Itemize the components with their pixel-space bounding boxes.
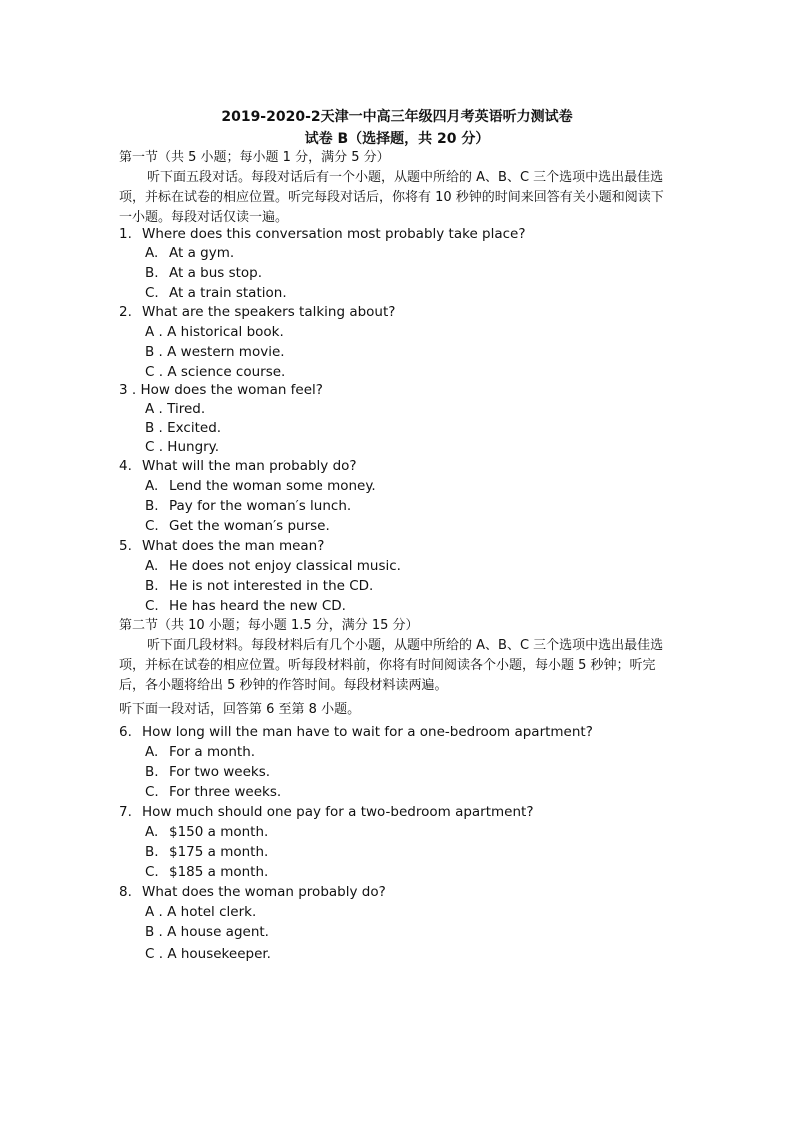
q1-option-a[interactable]: A. At a gym. — [145, 245, 235, 261]
question-4 — [119, 456, 357, 476]
q1-option-b[interactable]: B. At a bus stop. — [145, 265, 263, 281]
q7-option-a[interactable]: A. $150 a month. — [145, 824, 269, 840]
section1-instructions-text: 听下面五段对话。每段对话后有一个小题，从题中所给的 A、B、C 三个选项中选出最佳选项，并标在试卷的相应位置。听完每段对话后，你将有 10 秒钟的时间来回答有关小题和阅读下一小题。每段对话仅读一遍。 — [119, 170, 664, 225]
question-text: What does the man mean? — [142, 538, 325, 554]
question-6 — [119, 722, 593, 742]
q6-option-a[interactable]: A. For a month. — [145, 744, 256, 760]
section2-instructions — [119, 636, 667, 696]
section1-instructions — [119, 168, 667, 228]
question-number: 1. — [119, 226, 132, 242]
q8-option-c[interactable]: C . A housekeeper. — [145, 946, 271, 962]
section1-heading: 第一节（共 5 小题；每小题 1 分，满分 5 分） — [119, 150, 390, 165]
section2-instructions-text: 听下面几段材料。每段材料后有几个小题，从题中所给的 A、B、C 三个选项中选出最佳选项，并标在试卷的相应位置。听每段材料前，你将有时间阅读各个小题，每小题 5 秒钟；听完后，各小题将给出 5 秒钟的作答时间。每段材料读两遍。 — [119, 638, 664, 693]
question-number: 2. — [119, 304, 132, 320]
question-number: 8. — [119, 884, 132, 900]
q2-option-c[interactable]: C . A science course. — [145, 364, 286, 380]
q3-option-c[interactable]: C . Hungry. — [145, 439, 220, 455]
q6-option-c[interactable]: C. For three weeks. — [145, 784, 282, 800]
question-3: 3 . How does the woman feel? — [119, 382, 323, 398]
q4-option-a[interactable]: A. Lend the woman some money. — [145, 478, 376, 494]
q1-option-c[interactable]: C. At a train station. — [145, 285, 287, 301]
question-8 — [119, 882, 386, 902]
q8-option-a[interactable]: A . A hotel clerk. — [145, 904, 257, 920]
question-1 — [119, 224, 526, 244]
q2-option-a[interactable]: A . A historical book. — [145, 324, 284, 340]
q5-option-a[interactable]: A. He does not enjoy classical music. — [145, 558, 401, 574]
q2-option-b[interactable]: B . A western movie. — [145, 344, 285, 360]
q4-option-b[interactable]: B. Pay for the woman′s lunch. — [145, 498, 352, 514]
question-text: What are the speakers talking about? — [142, 304, 396, 320]
q6-option-b[interactable]: B. For two weeks. — [145, 764, 271, 780]
q8-option-b[interactable]: B . A house agent. — [145, 924, 269, 940]
q5-option-c[interactable]: C. He has heard the new CD. — [145, 598, 346, 614]
section2-heading: 第二节（共 10 小题；每小题 1.5 分，满分 15 分） — [119, 618, 419, 633]
q7-option-c[interactable]: C. $185 a month. — [145, 864, 269, 880]
question-text: How much should one pay for a two-bedroom apartment? — [142, 804, 534, 820]
question-2 — [119, 302, 395, 322]
question-number: 4. — [119, 458, 132, 474]
question-number: 7. — [119, 804, 132, 820]
q4-option-c[interactable]: C. Get the woman′s purse. — [145, 518, 330, 534]
question-text: What will the man probably do? — [142, 458, 357, 474]
question-text: What does the woman probably do? — [142, 884, 386, 900]
question-number: 6. — [119, 724, 132, 740]
exam-title: 2019-2020-2天津一中高三年级四月考英语听力测试卷 — [221, 109, 573, 125]
dialogue-note: 听下面一段对话，回答第 6 至第 8 小题。 — [119, 702, 361, 717]
exam-subtitle: 试卷 B（选择题，共 20 分） — [304, 131, 490, 147]
question-text: How long will the man have to wait for a one-bedroom apartment? — [142, 724, 593, 740]
question-text: Where does this conversation most probably take place? — [142, 226, 526, 242]
question-number: 5. — [119, 538, 132, 554]
q3-option-b[interactable]: B . Excited. — [145, 420, 222, 436]
question-5 — [119, 536, 324, 556]
question-7 — [119, 802, 534, 822]
q7-option-b[interactable]: B. $175 a month. — [145, 844, 269, 860]
q5-option-b[interactable]: B. He is not interested in the CD. — [145, 578, 374, 594]
q3-option-a[interactable]: A . Tired. — [145, 401, 206, 417]
